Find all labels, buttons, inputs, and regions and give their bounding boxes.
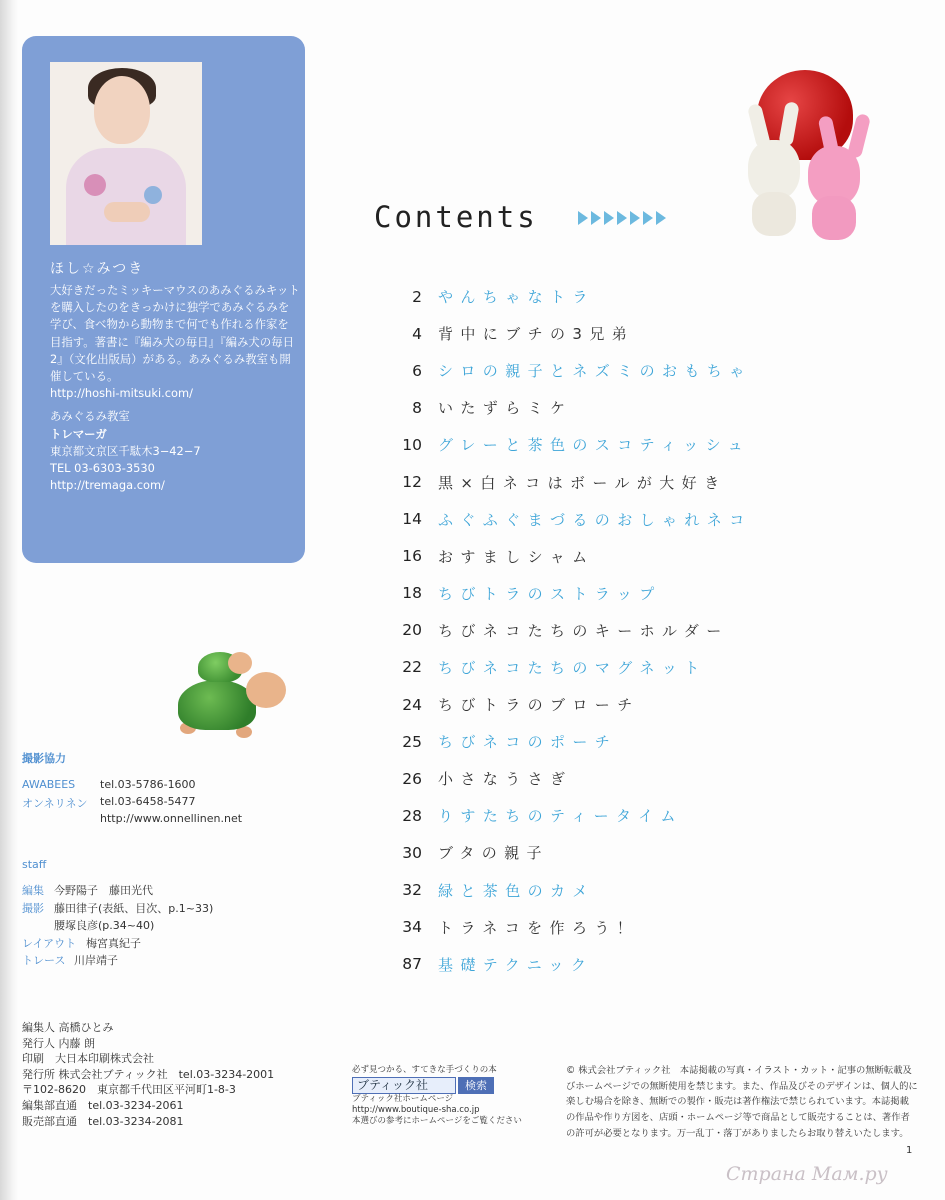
- staff-label: トレース: [22, 954, 66, 967]
- author-portrait: [50, 62, 202, 245]
- toc-title: ちびトラのストラップ: [438, 584, 662, 603]
- toc-item[interactable]: [380, 278, 860, 315]
- toc-title: グレーと茶色のスコティッシュ: [438, 436, 751, 455]
- credit-label: AWABEES: [22, 778, 76, 791]
- toc-title: 緑と茶色のカメ: [438, 881, 595, 900]
- toc-title: いたずらミケ: [438, 399, 573, 418]
- imprint-line: 編集部直通 tel.03-3234-2061: [22, 1098, 184, 1112]
- staff-names: 今野陽子 藤田光代: [54, 884, 153, 897]
- staff-heading: staff: [22, 858, 47, 871]
- toc-item[interactable]: [380, 538, 860, 575]
- toc-item[interactable]: [380, 649, 860, 686]
- toc-title: おすましシャム: [438, 547, 595, 566]
- toc-item[interactable]: [380, 834, 860, 871]
- toc-title: トラネコを作ろう！: [438, 918, 640, 937]
- page-number: 1: [906, 1145, 913, 1156]
- ad-tagline: 必ず見つかる、すてきな手づくりの本: [352, 1065, 497, 1075]
- toc-title: ちびネコたちのマグネット: [438, 658, 707, 677]
- author-name: ほし☆みつき: [50, 261, 145, 277]
- toc-item[interactable]: [380, 315, 860, 352]
- toc-title: りすたちのティータイム: [438, 807, 683, 826]
- toc-page: 24: [402, 695, 422, 714]
- toc-title: 基礎テクニック: [438, 955, 594, 974]
- toc-title: ふぐふぐまづるのおしゃれネコ: [438, 510, 752, 529]
- cooperation-heading: 撮影協力: [22, 752, 66, 765]
- imprint-line: 発行所 株式会社ブティック社 tel.03-3234-2001: [22, 1067, 275, 1081]
- toc-page: 34: [402, 918, 422, 937]
- toc-item[interactable]: [380, 797, 860, 834]
- toc-title: ブタの親子: [438, 844, 549, 863]
- toc-page: 25: [402, 732, 422, 751]
- school-url[interactable]: http://tremaga.com/: [50, 478, 165, 493]
- toc-page: 2: [412, 287, 422, 306]
- toc-page: 12: [402, 473, 422, 492]
- watermark-logo: Страна Мам.ру: [726, 1163, 888, 1185]
- copyright-notice: © 株式会社ブティック社 本誌掲載の写真・イラスト・カット・記事の無断転載及びホームページでの無断使用を禁じます。また、作品及びそのデザインは、個人的に楽しむ場合を除き、無断での製作・販売は著作権法で禁じられています。本誌掲載の作品や作り方図を、店頭・ホームページ等で商品として販売することは、著作者の許可が必要となります。万一乱丁・落丁がありましたらお取り替えいたします。: [566, 1065, 918, 1139]
- toc-item[interactable]: [380, 612, 860, 649]
- toc-page: 4: [412, 324, 422, 343]
- staff-label: レイアウト: [22, 937, 77, 950]
- publisher-ad: [352, 1063, 522, 1127]
- school-address: 東京都文京区千駄木3−42−7: [50, 443, 201, 458]
- staff-names: 腰塚良彦(p.34~40): [54, 919, 155, 932]
- imprint-line: 印刷 大日本印刷株式会社: [22, 1052, 154, 1066]
- bio-paragraph: 大好きだったミッキーマウスのあみぐるみキットを購入したのをきっかけに独学であみぐるみを学び、食べ物から動物まで何でも作れる作家を目指す。著書に『編み犬の毎日』『編み犬の毎日2』（文化出版局）がある。あみぐるみ教室も開催している。: [50, 283, 300, 384]
- ad-homepage-label: ブティック社ホームページ: [352, 1094, 454, 1104]
- toc-item[interactable]: [380, 760, 860, 797]
- toc-title: シロの親子とネズミのおもちゃ: [438, 362, 752, 381]
- toc-page: 6: [412, 361, 422, 380]
- credit-url[interactable]: http://www.onnellinen.net: [100, 812, 243, 825]
- bio-url[interactable]: http://hoshi-mitsuki.com/: [50, 386, 193, 401]
- toc-item[interactable]: [380, 686, 860, 723]
- toc-page: 18: [402, 584, 422, 603]
- arrow-decoration-icon: [578, 210, 669, 230]
- toc-item[interactable]: [380, 909, 860, 946]
- imprint-line: 発行人 内藤 朗: [22, 1036, 95, 1050]
- school-tel: TEL 03-6303-3530: [50, 461, 155, 476]
- toc-page: 32: [402, 881, 422, 900]
- school-name: トレマーガ: [50, 426, 107, 441]
- ad-url[interactable]: http://www.boutique-sha.co.jp: [352, 1105, 480, 1115]
- toc-title: 小さなうさぎ: [438, 770, 573, 789]
- toc-item[interactable]: [380, 426, 860, 463]
- bunny-body: [812, 196, 856, 240]
- staff-names: 梅宮真紀子: [86, 937, 141, 950]
- toc-title: やんちゃなトラ: [438, 288, 595, 307]
- toc-page: 22: [402, 658, 422, 677]
- imprint-line: 販売部直通 tel.03-3234-2081: [22, 1114, 184, 1128]
- credit-label: オンネリネン: [22, 797, 88, 810]
- toc-page: 8: [412, 398, 422, 417]
- toc-item[interactable]: [380, 389, 860, 426]
- toc-page: 16: [402, 547, 422, 566]
- big-turtle-image: [178, 680, 256, 730]
- toc-page: 14: [402, 510, 422, 529]
- toc-page: 30: [402, 843, 422, 862]
- toc-page: 87: [402, 955, 422, 974]
- turtle-head: [228, 652, 252, 674]
- toc-page: 28: [402, 806, 422, 825]
- toc-title: 背中にブチの3兄弟: [438, 325, 635, 344]
- toc-title: ちびネコたちのキーホルダー: [438, 621, 729, 640]
- toc-item[interactable]: [380, 946, 860, 983]
- credit-tel: tel.03-6458-5477: [100, 795, 196, 808]
- imprint-line: 編集人 高橋ひとみ: [22, 1021, 114, 1034]
- staff-names: 藤田律子(表紙、目次、p.1~33): [54, 902, 214, 915]
- imprint-line: 〒102-8620 東京都千代田区平河町1-8-3: [22, 1083, 236, 1097]
- ad-search-button: 検索: [458, 1077, 494, 1094]
- toc-title: 黒×白ネコはボールが大好き: [438, 473, 727, 492]
- staff-label: 撮影: [22, 902, 44, 915]
- staff-label: 編集: [22, 884, 44, 897]
- ad-note: 本選びの参考にホームページをご覧ください: [352, 1116, 522, 1126]
- contents-title: Contents: [374, 200, 538, 234]
- toc-title: ちびネコのポーチ: [438, 733, 618, 752]
- toc-page: 20: [402, 621, 422, 640]
- toc-item[interactable]: [380, 352, 860, 389]
- toc-item[interactable]: [380, 463, 860, 500]
- book-spine-shadow: [0, 0, 18, 1200]
- white-bunny-image: [748, 140, 800, 200]
- imprint-block: [22, 1020, 274, 1129]
- credit-tel: tel.03-5786-1600: [100, 778, 196, 791]
- toc-item[interactable]: [380, 723, 860, 760]
- toc-page: 26: [402, 769, 422, 788]
- toc-page: 10: [402, 435, 422, 454]
- ad-search-box: ブティック社: [352, 1077, 456, 1094]
- toc-item[interactable]: [380, 575, 860, 612]
- toc-item[interactable]: [380, 872, 860, 909]
- toc-title: ちびトラのブローチ: [438, 696, 640, 715]
- bunny-body: [752, 192, 796, 236]
- author-bio-text: [50, 282, 300, 494]
- toc-item[interactable]: [380, 501, 860, 538]
- school-label: あみぐるみ教室: [50, 409, 130, 424]
- turtle-head: [246, 672, 286, 708]
- contents-list: [380, 278, 860, 983]
- staff-names: 川岸靖子: [74, 954, 118, 967]
